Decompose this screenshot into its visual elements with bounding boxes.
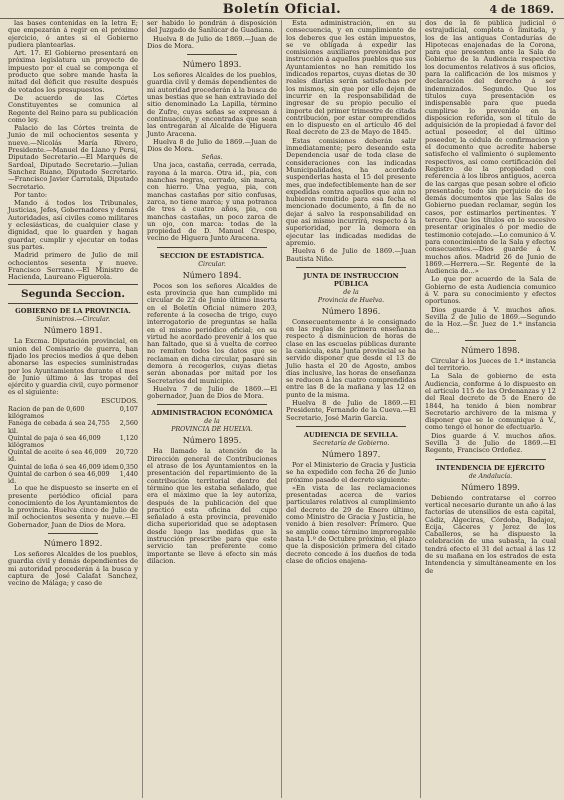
signature: Huelva 7 de Julio de 1869.—El gobernador, Juan de Dios de Mora. <box>147 384 277 401</box>
price-row <box>8 420 138 434</box>
column-1 <box>4 20 143 798</box>
text-paragraph: Esta administración, en su consecuencia, y en cumplimiento de los deberes que les están impuestos, se ve obligada á expedir las comisiones auxiliares prevenidas por instrucción á aquellos pueblos que sus Ayuntamientos no han remitido los indicados repartos, cuyas dietas de 30 reales diarias serán satisfechas por los mismos, sin que por ello dejen de incurrir en la responsabilidad de ingresar de su propio peculio el importe del primer trimestre de citada contribución, por estar comprendidos en lo dispuesto en el artículo 46 del Real decreto de 23 de Mayo de 1845. <box>286 20 416 137</box>
page-date: 4 de 1869. <box>489 3 554 16</box>
price-row <box>8 406 138 420</box>
text-paragraph: Por tanto: <box>14 190 48 199</box>
divider <box>157 247 267 248</box>
department-heading: INTENDENCIA DE EJÉRCITO <box>436 463 545 472</box>
column-2 <box>143 20 282 798</box>
signature: Dios guarde á V. muchos años. Sevilla 3 de Julio de 1869.—El Regente, Francisco Ordoñez. <box>425 431 556 455</box>
price-value: 20,720 <box>115 448 138 457</box>
text-paragraph: Una jaca, castaña, cerrada, cerrada, rayona á la marca. Otra id., pia, con manchas negras, cerrado, sin marca, con hierro. Una yegua, pia, con manchas castañas por sitio confusas, zarca, no tiene marca; y una potranca de tres á cuatro años, pia, con manchas castañas, un poco zarca de un ojo, con marca: todas de la propiedad de D. Manuel Crespo, vecino de Higuera Junto Aracena. <box>147 161 277 243</box>
signature: Dios guarde á V. muchos años. Sevilla 2 de Julio de 1869.—Segundo de la Hoz.—Sr. Juez de 1.ª instancia de... <box>425 305 556 336</box>
text-paragraph: Lo que he dispuesto se inserte en el presente periódico oficial para conocimiento de los Ayuntamientos de la provincia. Huelva cinco de Julio de mil ochocientos sesenta y nueve.—El Gobernador, Juan de Dios de Mora. <box>8 484 138 529</box>
department-heading: GOBIERNO DE LA PROVINCIA. <box>15 307 131 316</box>
text-paragraph: Pocos son los señores Alcaldes de esta provincia que han cumplido mi circular de 22 de Junio último inserta en el Boletín Oficial número 203, referente á la cosecha de trigo, cuyo interrogatorio de preguntas se halla en el mismo periódico oficial; en su virtud he acordado prevenir á los que han faltado, que si á vuelta de correo no remiten todos los datos que se reclaman en dicha circular, pasaré sin demora á recogerlos, cuyas dietas serán abonadas por mitad por los Secretarios del municipio. <box>147 281 277 385</box>
price-value: 0,350 <box>119 462 138 471</box>
subheading: de la <box>204 418 220 426</box>
text-paragraph: Los señores Alcaldes de los pueblos, guardia civil y demás dependientes de mi autoridad procederán á la busca de unas bestias que se han extraviado del sitio denominado La Lapilla, término de Zufre, cuyas señas se expresan á continuación, y encontradas que sean las entregarán al Alcalde de Higuera Junto Aracena. <box>147 71 277 138</box>
text-paragraph: Consecuentemente á le consignado en las reglas de primera enseñanza respecto á disminucion de horas de clase en las escuelas públicas durante la canícula, esta Junta provincial se ha servido disponer que desde el 13 de Julio hasta el 20 de Agosto, ambos días inclusive, las horas de enseñanza se reducen á las cuatro comprendidas entre las 8 de la mañana y las 12 en punto de la misma. <box>286 317 416 399</box>
divider <box>465 340 516 341</box>
price-value: 1,440 <box>119 469 138 478</box>
price-label: Fanega de cebada á sea 24,755 kil. <box>8 419 110 435</box>
text-paragraph: «En vista de las reclamaciones presentadas acerca de varios particulares relativos al cumplimiento del decreto de 29 de Enero último, como Ministro de Gracia y Justicia, he venido á bien resolver: Primero. Que se amplie como término improrogable hasta 1.º de Octubre próximo, el plazo que la disposición primera del citado decreto concede á los dueños de toda clase de oficios enajena- <box>286 483 416 565</box>
column-3 <box>282 20 421 798</box>
notice-number: Número 1897. <box>321 449 381 459</box>
notice-number: Número 1896. <box>321 306 381 316</box>
price-label: Quintal de aceite ó sea 46,009 id. <box>8 448 107 464</box>
price-row <box>8 435 138 449</box>
currency-label: ESCUDOS. <box>100 396 138 405</box>
divider <box>187 54 237 55</box>
text-paragraph: ser habido lo pondrán á disposición del Juzgado de Sanlúcar de Guadiana. <box>147 20 277 35</box>
text-paragraph: La Sala de gobierno de esta Audiencia, conforme á lo dispuesto en el artículo 115 de las Ordenanzas y 12 del Real decreto de 5 de Enero de 1844, ha tenido á bien nombrar Secretario archivero de la misma y disponer que se le comunique á V., como tengo el honor de efectuarlo. <box>425 372 556 432</box>
price-label: Quintal de leña ó sea 46,009 idem <box>8 462 119 471</box>
notice-number: Número 1892. <box>43 539 103 549</box>
subheading: de Andalucía. <box>468 472 513 480</box>
divider <box>435 459 546 460</box>
subheading: Provincia de Huelva. <box>317 296 385 304</box>
text-paragraph: Los señores Alcaldes de los pueblos, guardia civil y demás dependientes de mi autoridad procederán á la busca y captura de José Calafat Sanchez, vecino de Málaga; y caso de <box>8 550 138 588</box>
price-row <box>8 449 138 463</box>
department-heading: ADMINISTRACION ECONÓMICA <box>151 409 273 418</box>
price-label: Racion de pan de 0,600 kilógramos <box>8 405 85 421</box>
text-paragraph: las bases contenidas en la letra E; que empezarán á regir en el próximo ejercicio, ó antes si el Gobierno pudiera plantearlas. <box>8 20 138 49</box>
price-value: 0,107 <box>119 405 138 414</box>
text-paragraph: Circular á los Jueces de 1.ª instancia del territorio. <box>425 356 556 373</box>
text-paragraph: Debiendo contratarse el correo vertical necesario durante un año á las factorías de utensilios de esta capital, Cádiz, Algeciras, Córdoba, Badajoz, Écija, Cáceres y Jerez de los Caballeros, se ha dispuesto la celebración de una subasta, la cual tendrá efecto el 31 del actual á las 12 de su mañana en los estrados de esta Intendencia y simultáneamente en los de <box>425 493 556 575</box>
text-paragraph: Art. 17. El Gobierno presentará en próxima legislatura un proyecto de impuesto por el cual se componga el producto que sobre mande hasta la mitad del déficit que resulte después de votados los presupuestos. <box>8 49 138 94</box>
page-header <box>0 0 564 19</box>
price-value: 1,120 <box>119 433 138 442</box>
notice-number: Número 1898. <box>461 345 520 355</box>
subheading: PROVINCIA DE HUELVA. <box>171 426 253 434</box>
signature: Huelva 6 de Julio de 1869.—Juan Bautista Niño. <box>286 247 416 263</box>
divider <box>296 267 406 268</box>
subheading: Secretaría de Gobierno. <box>312 439 390 447</box>
text-paragraph: Madrid primero de Julio de mil ochocientos sesenta y nueve. Francisco Serrano.—El Ministro de Hacienda, Laureano Figuerola. <box>8 251 138 282</box>
price-list <box>8 406 138 485</box>
notice-number: Número 1895. <box>182 436 242 446</box>
price-row <box>8 471 138 485</box>
text-paragraph: Palacio de las Córtes treinta de Junio de mil ochocientos sesenta y nueve.—Nicolás María Rivero, Presidente.—Manuel de Llano y Persi, Diputado Secretario.—El Marqués de Sardoal, Diputado Secretario.—Julian Sanchez Ruano, Diputado Secretario.—Francisco Javier Carratalá, Diputado Secretario. <box>8 124 138 191</box>
text-paragraph: Ha llamado la atención de la Dirección general de Contribuciones el atraso de los Ayuntamientos en la presentación del repartimiento de la contribución territorial dentro del término que les estaba señalado, que era el máximo que la ley autoriza, después de la publicación del que practicó esta oficina del cupo señalado á esta provincia, prevenido dicha superioridad que se adoptasen desde luego las medidas que la instrucción prescribe para que este servicio tan preferente como importante se lleve á efecto sin más dilacion. <box>147 447 277 565</box>
signature: Huelva 8 de Julio de 1869.—El Presidente, Fernando de la Cueva.—El Secretario, José Marin Garcia. <box>286 399 416 422</box>
page-title: Boletín Oficial. <box>222 2 342 17</box>
text-paragraph: Estas comisiones deberán salir inmediatamente; pero deseando esta Dependencia usar de toda clase de consideraciones con las indicadas Municipalidades, ha acordado suspenderlas hasta el 15 del presente mes, que indefectiblemente han de ser expedidas contra aquellos que aún no hubieren remitido para esa fecha el mencionado documento, á fin de no dejar á salvo la responsabilidad en que así mismo incurrirá, respecto á la superioridad, por la demora en ejecutar las indicadas medidas de apremio. <box>286 136 416 247</box>
department-heading: JUNTA DE INSTRUCCION PÚBLICA <box>303 271 399 288</box>
subheading: Suministros.—Circular. <box>35 316 111 324</box>
subheading: Señas. <box>201 154 223 162</box>
text-paragraph: Por el Ministerio de Gracia y Justicia se ha expedido con fecha 26 de Junio próximo pasado el decreto siguiente: <box>286 460 416 484</box>
notice-number: Número 1891. <box>43 326 103 336</box>
divider <box>296 426 406 427</box>
subheading: de la <box>343 288 359 296</box>
notice-number: Número 1899. <box>461 482 520 492</box>
text-paragraph: dos de la fé pública judicial ó estrajudicial, completa ó limitada, y los de las antiguas Contadurías de Hipotecas enajenadas de la Corona, para que presenten ante la Sala de Gobierno de la Audiencia respectiva los documentos relativos á sus oficios, para la calificación de los mismos y declaración del derecho á ser indemnizados. Segundo. Que los títulos cuya presentación es indispensable para que pueda cumplirse lo prevenido en la disposicion referida, son el título de adquisición de la propiedad á favor del actual poseedor, el del último poseedor, la cédula de confirmacion y el documento que acredite haberse satisfecho el valimiento ó suplemento respectivos, así como certificación del Registro de la propiedad con referencia á los libros antiguos, acerca de las cargas que pesan sobre el oficio presentado; todo sin perjuicio de los demás documentos que las Salas de Gobierno puedan reclamar, según los casos, por estimarlos pertinentes. Y tercero. Que los títulos en lo sucesivo presentar originales ó por medio de testimonio cotejado.—Lo comunico á V. para conocimiento de la Sala y efectos consecuentes.—Dios guarde á V. muchos años. Madrid 26 de Junio de 1869.—Herrera.—Sr. Regente de la Audiencia de...» <box>425 20 556 276</box>
text-paragraph: La Excma. Diputación provincial, en union del Comisario de guerra, han fijado los precios medios á que deben abonarse las especies suministradas por los Ayuntamientos durante el mes de Junio último á las tropas del ejército y guardia civil, cuyo pormenor es el siguiente: <box>8 337 138 397</box>
text-paragraph: Lo que por acuerdo de la Sala de Gobierno de esta Audiencia comunico á V. para su conocimiento y efectos oportunos. <box>425 275 556 306</box>
department-heading: SECCION DE ESTADÍSTICA. <box>159 251 265 260</box>
price-label: Quintal de paja ó sea 46,009 kilógramos <box>8 433 101 450</box>
columns <box>4 20 560 798</box>
department-heading: AUDIENCIA DE SEVILLA. <box>303 430 399 439</box>
text-paragraph: Mando á todos los Tribunales, Justicias, Jefes, Gobernadores y demás Autoridades, así civiles como militares y eclesiásticas, de cualquier clase y dignidad, que lo guarden y hagan guardar, cumplir y ejecutar en todas sus partes. <box>8 199 138 251</box>
notice-number: Número 1894. <box>182 270 242 280</box>
notice-number: Número 1893. <box>182 60 242 70</box>
subheading: Circular. <box>198 260 226 268</box>
signature: Huelva 8 de Julio de 1869.—Juan de Dios de Mora. <box>147 34 277 50</box>
divider <box>48 533 98 534</box>
price-label: Quintal de carbon ó sea 46,009 id. <box>8 469 110 486</box>
section-heading-box <box>8 284 138 304</box>
column-4 <box>421 20 560 798</box>
price-value: 2,560 <box>119 419 138 428</box>
section-title: Segunda Seccion. <box>20 288 125 301</box>
divider <box>157 404 267 405</box>
signature: Huelva 8 de Julio de 1869.—Juan de Dios de Mora. <box>147 137 277 154</box>
text-paragraph: De acuerdo de las Córtes Constituyentes se comunica al Regente del Reino para su publicación como ley. <box>8 93 138 124</box>
